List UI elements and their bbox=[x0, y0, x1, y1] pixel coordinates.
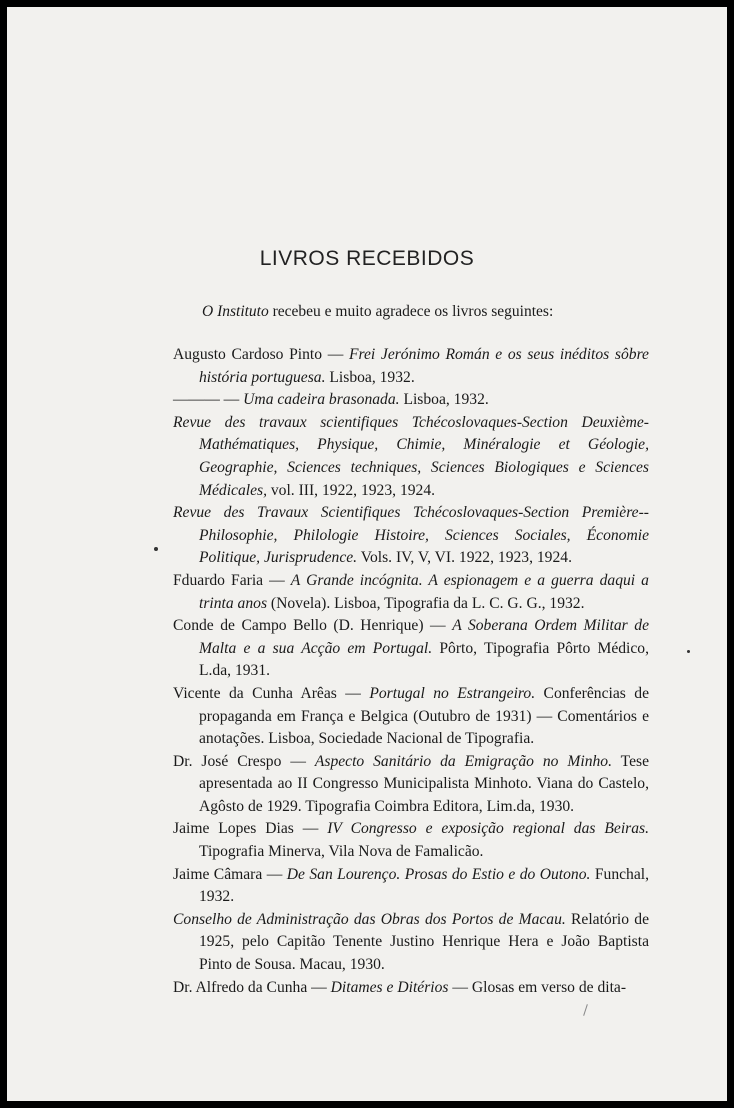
book-entry bbox=[173, 683, 649, 751]
entry-work: Revue des travaux scientifiques Tchécoslovaques-Section Deuxième-Mathématiques, Physique, Chimie, Minéralogie et Géologie, Geographie, Sciences techniques, Sciences Biologiques e Sciences Médicales, bbox=[173, 413, 649, 499]
entry-work: Uma cadeira brasonada. bbox=[243, 391, 400, 409]
entry-work: Conselho de Administração das Obras dos Portos de Macau. bbox=[173, 910, 566, 928]
book-entry bbox=[173, 909, 649, 977]
entry-work: A Soberana Ordem Militar de Malta e a sua Acção em Portugal. bbox=[199, 617, 649, 657]
book-entry bbox=[173, 412, 649, 502]
entry-work: Frei Jerónimo Román e os seus inéditos sôbre história portuguesa. bbox=[199, 346, 649, 386]
entry-work: Ditames e Ditérios bbox=[330, 978, 449, 996]
book-entry bbox=[173, 977, 649, 1000]
ink-speck bbox=[154, 547, 158, 551]
entry-author: Vicente da Cunha Arêas — bbox=[173, 684, 370, 702]
ink-speck bbox=[687, 650, 690, 653]
intro-line bbox=[202, 303, 553, 321]
entry-details: Funchal, 1932. bbox=[199, 865, 649, 906]
page-title: LIVROS RECEBIDOS bbox=[259, 247, 475, 270]
entry-author: ——— — bbox=[173, 391, 244, 409]
entry-work: De San Lourenço. Prosas do Estio e do Outono. bbox=[286, 865, 591, 883]
entry-author: Dr. José Crespo — bbox=[173, 752, 315, 770]
book-list bbox=[173, 344, 649, 999]
book-entry bbox=[173, 570, 649, 615]
entry-work: Revue des Travaux Scientifiques Tchécoslovaques-Section Première--Philosophie, Philologie Histoire, Sciences Sociales, Économie Politique, Jurisprudence. bbox=[173, 504, 649, 567]
book-entry bbox=[173, 389, 649, 412]
entry-author: Fduardo Faria — bbox=[173, 571, 291, 589]
book-entry bbox=[173, 864, 649, 909]
document-page bbox=[7, 7, 727, 1101]
intro-subject: O Instituto bbox=[202, 303, 269, 320]
entry-work: Aspecto Sanitário da Emigração no Minho. bbox=[314, 752, 612, 770]
book-entry bbox=[173, 751, 649, 819]
entry-author: Jaime Câmara — bbox=[173, 865, 287, 883]
entry-author: Augusto Cardoso Pinto — bbox=[173, 346, 349, 363]
entry-details: Lisboa, 1932. bbox=[325, 368, 415, 386]
entry-work: Portugal no Estrangeiro. bbox=[369, 684, 536, 702]
book-entry bbox=[173, 344, 649, 389]
entry-details: Vols. IV, V, VI. 1922, 1923, 1924. bbox=[357, 549, 572, 567]
entry-details: Conferências de propaganda em França e Belgica (Outubro de 1931) — Comentários e anotações. Lisboa, Sociedade Nacional de Tipografia. bbox=[199, 684, 649, 748]
entry-details: Tese apresentada ao II Congresso Municipalista Minhoto. Viana do Castelo, Agôsto de 1929. Tipografia Coimbra Editora, Lim.da, 1930. bbox=[199, 752, 649, 815]
book-entry bbox=[173, 615, 649, 683]
entry-details: vol. III, 1922, 1923, 1924. bbox=[266, 481, 436, 499]
intro-text: recebeu e muito agradece os livros seguintes: bbox=[268, 303, 554, 320]
entry-details: — Glosas em verso de dita- bbox=[448, 978, 627, 996]
entry-details: Relatório de 1925, pelo Capitão Tenente Justino Henrique Hera e João Baptista Pinto de Sousa. Macau, 1930. bbox=[199, 910, 649, 974]
entry-details: Tipografia Minerva, Vila Nova de Famalicão. bbox=[199, 843, 484, 861]
pencil-mark bbox=[583, 1004, 588, 1016]
entry-author: Dr. Alfredo da Cunha — bbox=[173, 978, 331, 996]
entry-details: Lisboa, 1932. bbox=[399, 391, 489, 409]
entry-details: Pôrto, Tipografia Pôrto Médico, L.da, 1931. bbox=[199, 639, 649, 680]
book-entry bbox=[173, 818, 649, 863]
entry-details: (Novela). Lisboa, Tipografia da L. C. G. G., 1932. bbox=[267, 594, 585, 612]
entry-author: Jaime Lopes Dias — bbox=[173, 820, 328, 838]
entry-work: A Grande incógnita. A espionagem e a guerra daqui a trinta anos bbox=[199, 571, 649, 612]
book-entry bbox=[173, 502, 649, 570]
entry-author: Conde de Campo Bello (D. Henrique) — bbox=[173, 617, 453, 635]
entry-work: IV Congresso e exposição regional das Beiras. bbox=[327, 820, 649, 838]
